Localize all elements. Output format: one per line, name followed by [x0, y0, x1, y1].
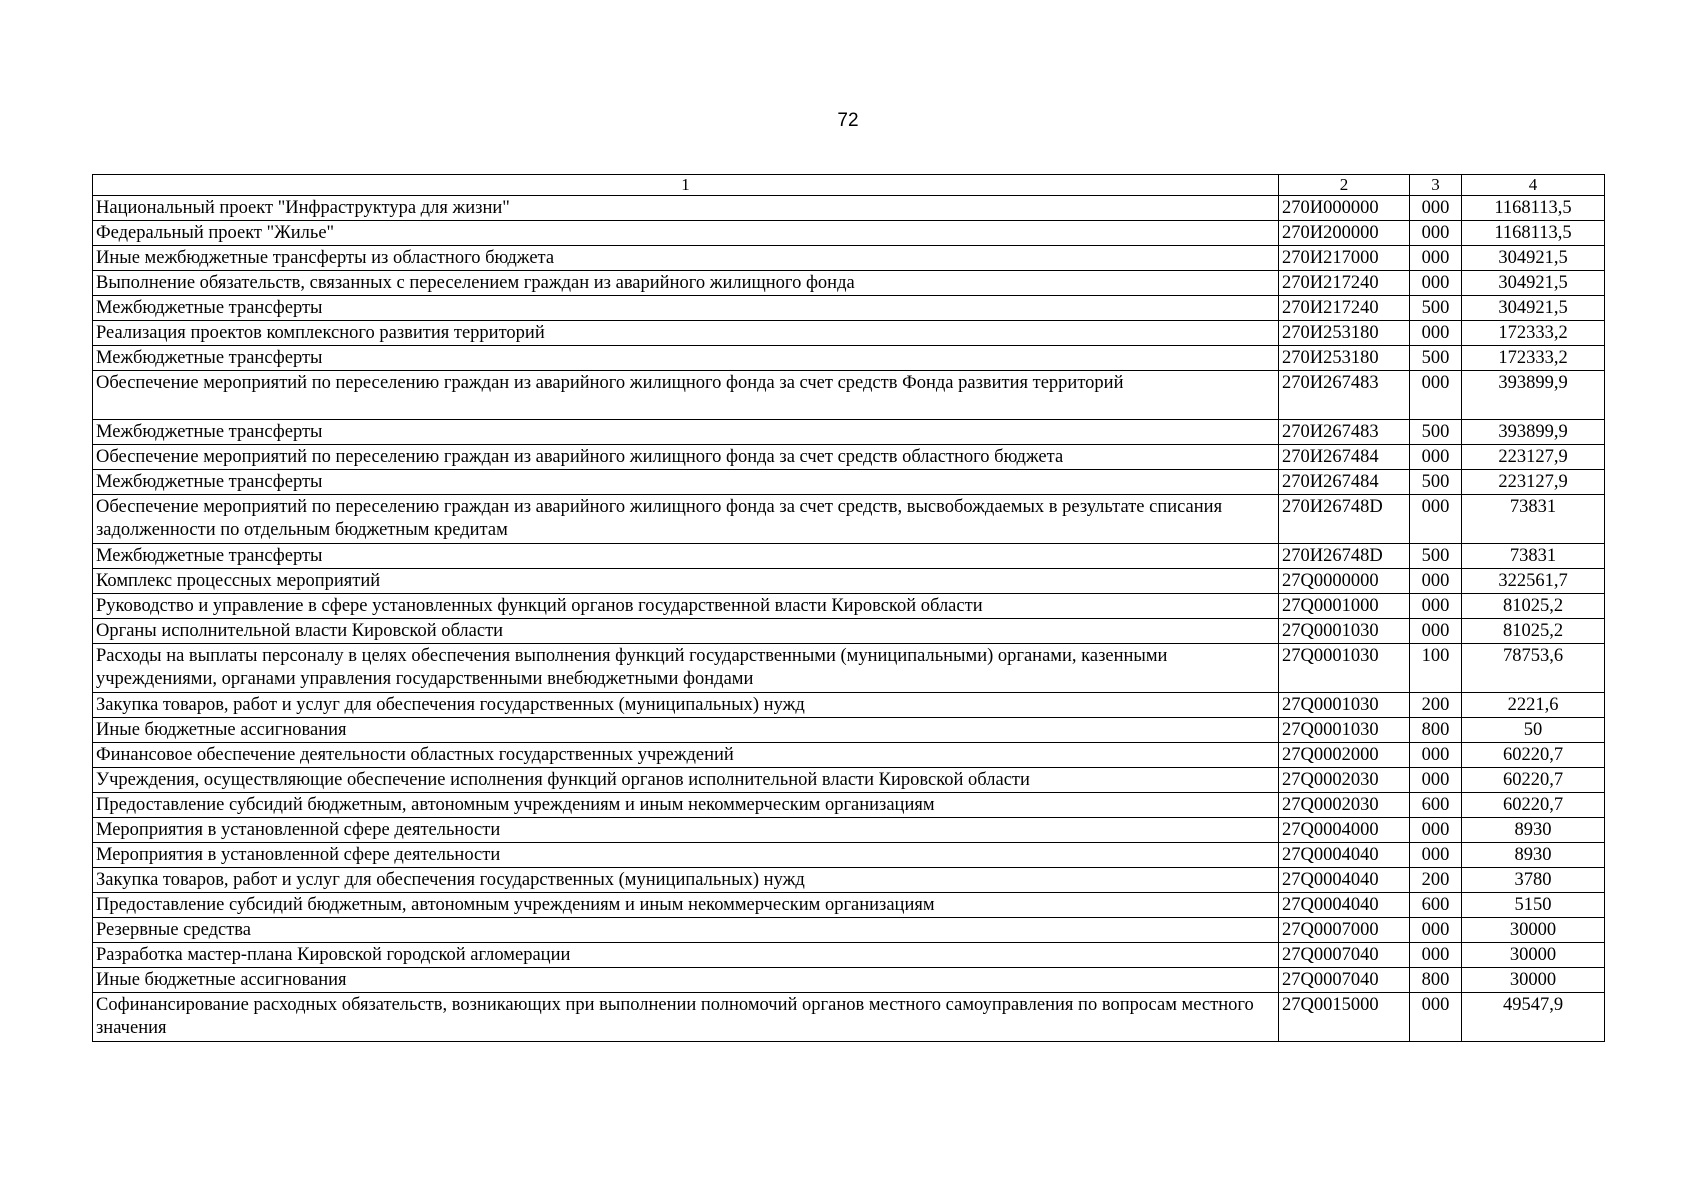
row-code-cell: 270И267483 [1279, 371, 1410, 420]
row-sum-cell: 8930 [1462, 843, 1605, 868]
row-code-cell: 270И26748D [1279, 544, 1410, 569]
row-code-cell: 270И267484 [1279, 470, 1410, 495]
table-row [93, 544, 1605, 569]
table-row [93, 918, 1605, 943]
row-type-cell: 000 [1410, 196, 1462, 221]
budget-table-body [93, 175, 1605, 1042]
row-name-cell: Разработка мастер-плана Кировской городской агломерации [93, 943, 1279, 968]
header-cell-code: 2 [1279, 175, 1410, 196]
row-type-cell: 000 [1410, 619, 1462, 644]
row-sum-cell: 172333,2 [1462, 321, 1605, 346]
table-row [93, 818, 1605, 843]
table-row [93, 619, 1605, 644]
row-code-cell: 27Q0001030 [1279, 644, 1410, 693]
row-sum-cell: 78753,6 [1462, 644, 1605, 693]
table-row [93, 246, 1605, 271]
row-type-cell: 000 [1410, 594, 1462, 619]
row-type-cell: 600 [1410, 893, 1462, 918]
table-row [93, 893, 1605, 918]
row-sum-cell: 1168113,5 [1462, 196, 1605, 221]
row-code-cell: 27Q0001000 [1279, 594, 1410, 619]
row-name-cell: Предоставление субсидий бюджетным, автономным учреждениям и иным некоммерческим организациям [93, 793, 1279, 818]
row-type-cell: 100 [1410, 644, 1462, 693]
row-sum-cell: 60220,7 [1462, 793, 1605, 818]
table-row [93, 993, 1605, 1042]
row-sum-cell: 304921,5 [1462, 296, 1605, 321]
table-row [93, 594, 1605, 619]
row-type-cell: 500 [1410, 420, 1462, 445]
table-row [93, 221, 1605, 246]
row-sum-cell: 322561,7 [1462, 569, 1605, 594]
row-name-cell: Национальный проект "Инфраструктура для жизни" [93, 196, 1279, 221]
row-name-cell: Софинансирование расходных обязательств, возникающих при выполнении полномочий органов местного самоуправления по вопросам местного значения [93, 993, 1279, 1042]
row-code-cell: 27Q0001030 [1279, 619, 1410, 644]
row-sum-cell: 30000 [1462, 918, 1605, 943]
table-row [93, 569, 1605, 594]
row-sum-cell: 5150 [1462, 893, 1605, 918]
row-code-cell: 270И000000 [1279, 196, 1410, 221]
row-name-cell: Федеральный проект "Жилье" [93, 221, 1279, 246]
table-row [93, 743, 1605, 768]
row-type-cell: 500 [1410, 470, 1462, 495]
table-row [93, 868, 1605, 893]
row-sum-cell: 50 [1462, 718, 1605, 743]
row-code-cell: 27Q0000000 [1279, 569, 1410, 594]
table-row [93, 495, 1605, 544]
row-name-cell: Органы исполнительной власти Кировской области [93, 619, 1279, 644]
table-row [93, 346, 1605, 371]
row-sum-cell: 81025,2 [1462, 619, 1605, 644]
row-code-cell: 27Q0007000 [1279, 918, 1410, 943]
header-cell-name: 1 [93, 175, 1279, 196]
row-code-cell: 270И217000 [1279, 246, 1410, 271]
table-row [93, 196, 1605, 221]
table-row [93, 271, 1605, 296]
row-name-cell: Иные бюджетные ассигнования [93, 718, 1279, 743]
row-name-cell: Межбюджетные трансферты [93, 420, 1279, 445]
row-code-cell: 27Q0002030 [1279, 793, 1410, 818]
page-number: 72 [837, 110, 859, 131]
row-name-cell: Руководство и управление в сфере установленных функций органов государственной власти Кировской области [93, 594, 1279, 619]
row-type-cell: 000 [1410, 321, 1462, 346]
row-code-cell: 27Q0007040 [1279, 968, 1410, 993]
row-sum-cell: 30000 [1462, 943, 1605, 968]
row-type-cell: 000 [1410, 271, 1462, 296]
row-name-cell: Обеспечение мероприятий по переселению граждан из аварийного жилищного фонда за счет средств областного бюджета [93, 445, 1279, 470]
row-sum-cell: 172333,2 [1462, 346, 1605, 371]
row-code-cell: 270И217240 [1279, 271, 1410, 296]
table-row [93, 718, 1605, 743]
row-sum-cell: 1168113,5 [1462, 221, 1605, 246]
row-code-cell: 27Q0001030 [1279, 693, 1410, 718]
row-code-cell: 270И253180 [1279, 346, 1410, 371]
row-name-cell: Закупка товаров, работ и услуг для обеспечения государственных (муниципальных) нужд [93, 693, 1279, 718]
row-type-cell: 000 [1410, 843, 1462, 868]
row-name-cell: Межбюджетные трансферты [93, 346, 1279, 371]
table-row [93, 943, 1605, 968]
row-name-cell: Межбюджетные трансферты [93, 470, 1279, 495]
row-name-cell: Иные бюджетные ассигнования [93, 968, 1279, 993]
table-row [93, 420, 1605, 445]
table-row [93, 296, 1605, 321]
row-name-cell: Межбюджетные трансферты [93, 544, 1279, 569]
row-type-cell: 000 [1410, 246, 1462, 271]
row-sum-cell: 3780 [1462, 868, 1605, 893]
table-row [93, 445, 1605, 470]
row-sum-cell: 73831 [1462, 544, 1605, 569]
row-sum-cell: 223127,9 [1462, 470, 1605, 495]
row-code-cell: 270И217240 [1279, 296, 1410, 321]
row-type-cell: 500 [1410, 544, 1462, 569]
row-type-cell: 000 [1410, 818, 1462, 843]
budget-table [92, 174, 1605, 1042]
header-row [93, 175, 1605, 196]
row-code-cell: 27Q0001030 [1279, 718, 1410, 743]
row-code-cell: 27Q0002030 [1279, 768, 1410, 793]
row-sum-cell: 60220,7 [1462, 743, 1605, 768]
row-sum-cell: 8930 [1462, 818, 1605, 843]
row-name-cell: Обеспечение мероприятий по переселению граждан из аварийного жилищного фонда за счет средств, высвобождаемых в результате списания задолженности по отдельным бюджетным кредитам [93, 495, 1279, 544]
row-code-cell: 270И26748D [1279, 495, 1410, 544]
row-name-cell: Закупка товаров, работ и услуг для обеспечения государственных (муниципальных) нужд [93, 868, 1279, 893]
table-row [93, 321, 1605, 346]
table-row [93, 693, 1605, 718]
row-name-cell: Учреждения, осуществляющие обеспечение исполнения функций органов исполнительной власти Кировской области [93, 768, 1279, 793]
header-cell-sum: 4 [1462, 175, 1605, 196]
row-code-cell: 27Q0002000 [1279, 743, 1410, 768]
row-type-cell: 000 [1410, 768, 1462, 793]
row-name-cell: Расходы на выплаты персоналу в целях обеспечения выполнения функций государственными (муниципальными) органами, казенными учреждениями, органами управления государственными внебюджетными фондами [93, 644, 1279, 693]
row-name-cell: Комплекс процессных мероприятий [93, 569, 1279, 594]
row-type-cell: 000 [1410, 918, 1462, 943]
row-type-cell: 500 [1410, 346, 1462, 371]
table-row [93, 768, 1605, 793]
table-row [93, 644, 1605, 693]
row-type-cell: 000 [1410, 569, 1462, 594]
row-name-cell: Мероприятия в установленной сфере деятельности [93, 818, 1279, 843]
row-sum-cell: 30000 [1462, 968, 1605, 993]
row-code-cell: 27Q0007040 [1279, 943, 1410, 968]
row-code-cell: 270И267483 [1279, 420, 1410, 445]
row-type-cell: 800 [1410, 968, 1462, 993]
row-type-cell: 000 [1410, 445, 1462, 470]
row-name-cell: Выполнение обязательств, связанных с переселением граждан из аварийного жилищного фонда [93, 271, 1279, 296]
row-type-cell: 200 [1410, 868, 1462, 893]
row-code-cell: 270И253180 [1279, 321, 1410, 346]
row-name-cell: Финансовое обеспечение деятельности областных государственных учреждений [93, 743, 1279, 768]
row-type-cell: 000 [1410, 993, 1462, 1042]
row-name-cell: Мероприятия в установленной сфере деятельности [93, 843, 1279, 868]
row-code-cell: 27Q0004040 [1279, 893, 1410, 918]
row-code-cell: 270И200000 [1279, 221, 1410, 246]
row-sum-cell: 393899,9 [1462, 371, 1605, 420]
row-sum-cell: 2221,6 [1462, 693, 1605, 718]
row-sum-cell: 304921,5 [1462, 271, 1605, 296]
row-name-cell: Межбюджетные трансферты [93, 296, 1279, 321]
row-sum-cell: 393899,9 [1462, 420, 1605, 445]
header-cell-type: 3 [1410, 175, 1462, 196]
row-sum-cell: 73831 [1462, 495, 1605, 544]
table-row [93, 470, 1605, 495]
table-row [93, 968, 1605, 993]
row-sum-cell: 304921,5 [1462, 246, 1605, 271]
table-row [93, 843, 1605, 868]
table-row [93, 371, 1605, 420]
row-type-cell: 000 [1410, 221, 1462, 246]
table-row [93, 793, 1605, 818]
row-name-cell: Иные межбюджетные трансферты из областного бюджета [93, 246, 1279, 271]
row-name-cell: Реализация проектов комплексного развития территорий [93, 321, 1279, 346]
row-type-cell: 500 [1410, 296, 1462, 321]
row-type-cell: 000 [1410, 943, 1462, 968]
row-type-cell: 000 [1410, 743, 1462, 768]
row-code-cell: 27Q0004040 [1279, 843, 1410, 868]
row-name-cell: Обеспечение мероприятий по переселению граждан из аварийного жилищного фонда за счет средств Фонда развития территорий [93, 371, 1279, 420]
row-type-cell: 000 [1410, 371, 1462, 420]
row-name-cell: Предоставление субсидий бюджетным, автономным учреждениям и иным некоммерческим организациям [93, 893, 1279, 918]
row-type-cell: 600 [1410, 793, 1462, 818]
row-type-cell: 800 [1410, 718, 1462, 743]
row-type-cell: 200 [1410, 693, 1462, 718]
row-sum-cell: 223127,9 [1462, 445, 1605, 470]
row-code-cell: 27Q0004000 [1279, 818, 1410, 843]
row-code-cell: 270И267484 [1279, 445, 1410, 470]
row-code-cell: 27Q0004040 [1279, 868, 1410, 893]
row-sum-cell: 60220,7 [1462, 768, 1605, 793]
row-sum-cell: 81025,2 [1462, 594, 1605, 619]
row-type-cell: 000 [1410, 495, 1462, 544]
row-code-cell: 27Q0015000 [1279, 993, 1410, 1042]
row-name-cell: Резервные средства [93, 918, 1279, 943]
row-sum-cell: 49547,9 [1462, 993, 1605, 1042]
